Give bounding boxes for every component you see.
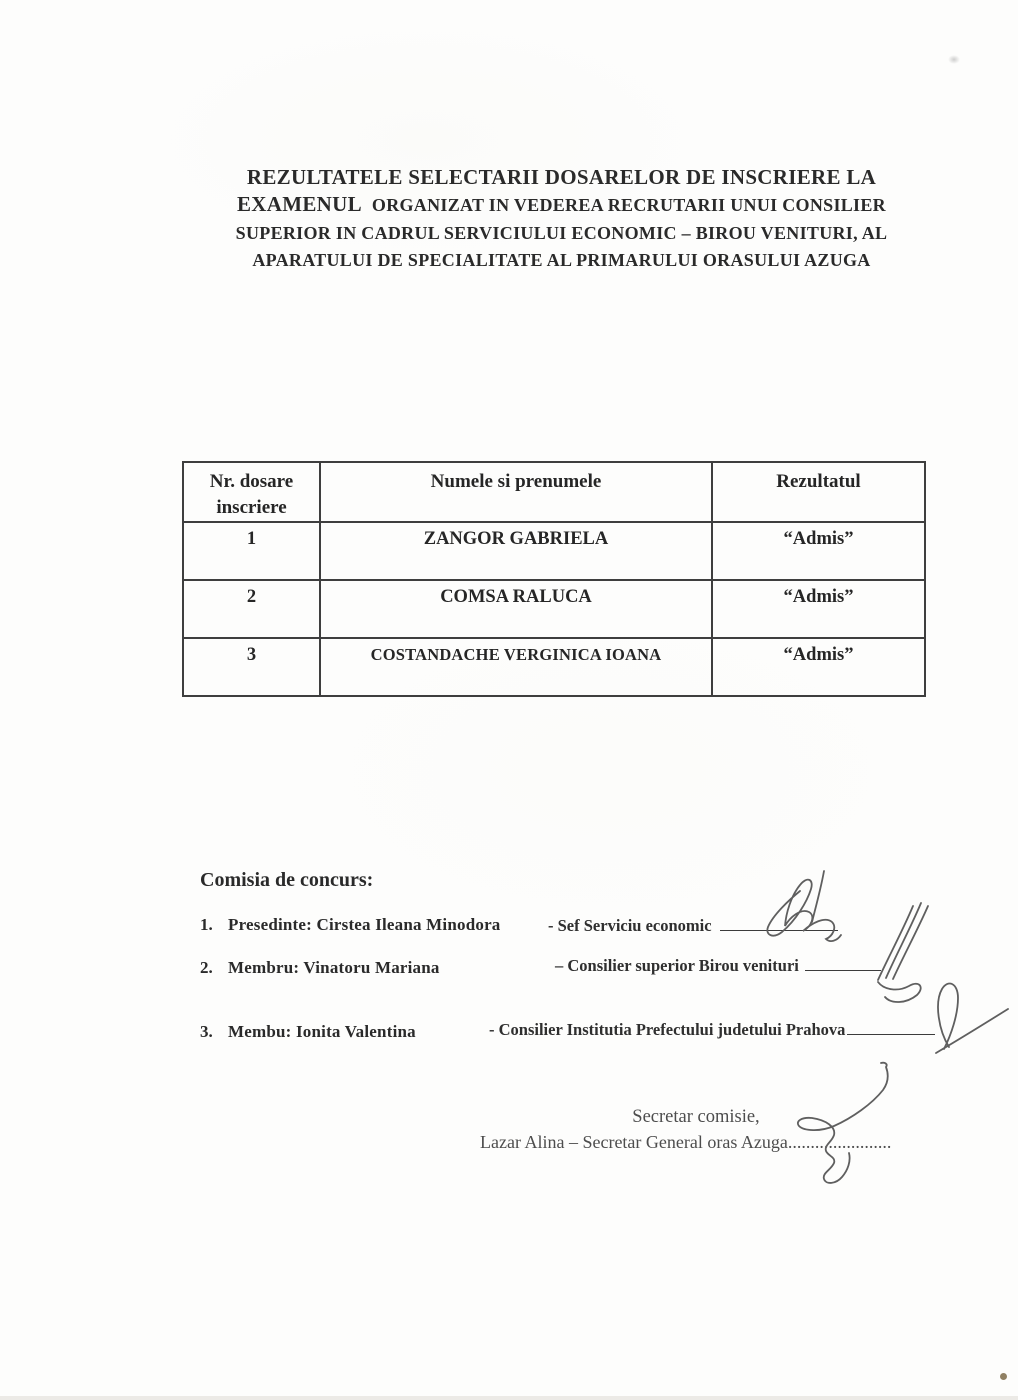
signature-member-1 bbox=[878, 906, 913, 980]
signature-line bbox=[805, 956, 881, 971]
member-role bbox=[548, 916, 838, 936]
secretary-name: Lazar Alina – Secretar General oras Azuga....................... bbox=[480, 1132, 892, 1152]
table-header-row bbox=[183, 462, 925, 522]
signature-president bbox=[812, 871, 824, 922]
member-number: 3. bbox=[200, 1022, 213, 1041]
dossier-number-cell: 3 bbox=[183, 638, 320, 696]
title-line-1: REZULTATELE SELECTARII DOSARELOR DE INSCRIERE LA bbox=[246, 165, 877, 189]
title-line-2-rest: ORGANIZAT IN VEDEREA RECRUTARII UNUI CONSILIER bbox=[371, 195, 886, 215]
result-cell: “Admis” bbox=[712, 638, 925, 696]
dossier-number-cell: 1 bbox=[183, 522, 320, 580]
results-table bbox=[182, 461, 926, 697]
member-number: 2. bbox=[200, 958, 213, 977]
member-name: Membu: Ionita Valentina bbox=[228, 1022, 416, 1041]
table-row bbox=[183, 638, 925, 696]
scan-edge-shade bbox=[0, 1396, 1018, 1400]
scan-speck bbox=[1000, 1373, 1007, 1380]
title-line-4: APARATULUI DE SPECIALITATE AL PRIMARULUI ORASULUI AZUGA bbox=[252, 250, 871, 270]
member-role-label: – Consilier superior Birou venituri bbox=[555, 956, 799, 975]
scan-speck bbox=[948, 55, 960, 64]
secretary-block bbox=[480, 1103, 912, 1153]
table-row bbox=[183, 522, 925, 580]
title-line-2-lead: EXAMENUL bbox=[237, 192, 362, 216]
member-name: Presedinte: Cirstea Ileana Minodora bbox=[228, 915, 501, 934]
member-name: Membru: Vinatoru Mariana bbox=[228, 958, 440, 977]
result-cell: “Admis” bbox=[712, 580, 925, 638]
signature-member-1 bbox=[878, 982, 921, 1002]
table-row bbox=[183, 580, 925, 638]
member-role-label: - Sef Serviciu economic bbox=[548, 916, 712, 935]
signature-member-1 bbox=[886, 903, 921, 978]
candidate-name-cell: COMSA RALUCA bbox=[320, 580, 712, 638]
signature-member-2 bbox=[936, 1009, 1008, 1053]
member-number: 1. bbox=[200, 915, 213, 934]
signature-line bbox=[720, 916, 838, 931]
signature-member-1 bbox=[893, 906, 928, 979]
dossier-number-cell: 2 bbox=[183, 580, 320, 638]
committee-heading: Comisia de concurs: bbox=[200, 869, 374, 891]
document-title bbox=[193, 164, 930, 274]
signature-line bbox=[847, 1020, 935, 1035]
candidate-name-cell: ZANGOR GABRIELA bbox=[320, 522, 712, 580]
member-role-label: - Consilier Institutia Prefectului judetului Prahova bbox=[489, 1020, 846, 1039]
column-header-dossier-number: Nr. dosare inscriere bbox=[183, 462, 320, 522]
secretary-label: Secretar comisie, bbox=[632, 1107, 760, 1127]
title-line-2 bbox=[193, 191, 930, 220]
candidate-name-cell: COSTANDACHE VERGINICA IOANA bbox=[320, 638, 712, 696]
column-header-result: Rezultatul bbox=[712, 462, 925, 522]
signature-member-2 bbox=[938, 983, 958, 1049]
member-role bbox=[489, 1020, 935, 1040]
result-cell: “Admis” bbox=[712, 522, 925, 580]
title-line-3: SUPERIOR IN CADRUL SERVICIULUI ECONOMIC – BIROU VENITURI, AL bbox=[235, 223, 888, 243]
column-header-candidate-name: Numele si prenumele bbox=[320, 462, 712, 522]
member-role bbox=[555, 956, 881, 976]
